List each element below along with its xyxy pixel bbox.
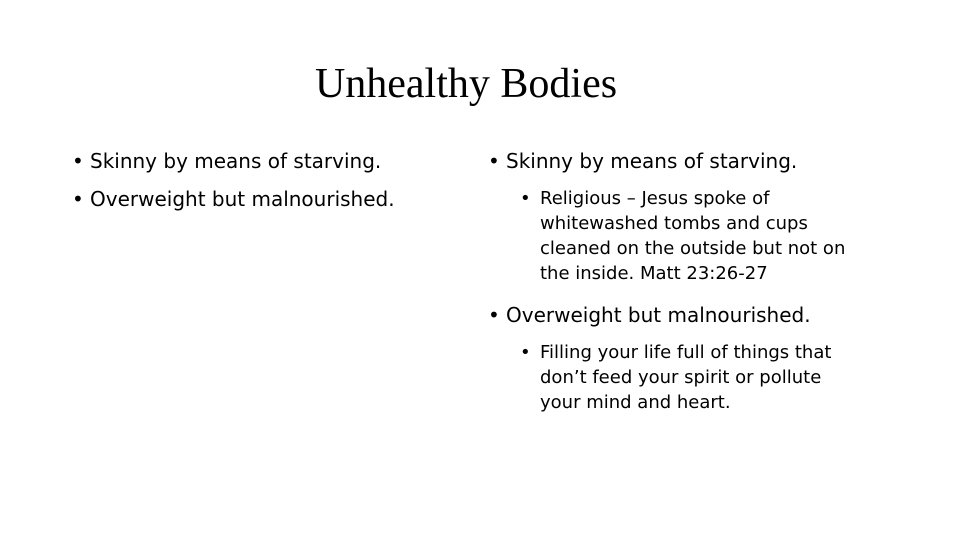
bullet-text: Skinny by means of starving. — [506, 149, 798, 173]
sub-bullet-item — [520, 340, 888, 415]
sub-bullet-line: Religious – Jesus spoke of — [540, 188, 770, 209]
sub-bullet-line: Filling your life full of things that — [540, 342, 832, 363]
sub-bullet-line: whitewashed tombs and cups — [540, 213, 808, 234]
bullet-item — [72, 186, 472, 212]
sub-bullet-line: the inside. Matt 23:26-27 — [540, 263, 768, 284]
bullet-icon: • — [72, 149, 84, 173]
bullet-text: Overweight but malnourished. — [90, 187, 395, 211]
bullet-item — [72, 148, 472, 174]
bullet-text: Skinny by means of starving. — [90, 149, 382, 173]
slide-title: Unhealthy Bodies — [314, 61, 618, 107]
sub-bullet-item — [520, 186, 888, 286]
bullet-item — [488, 302, 888, 328]
bullet-icon: • — [520, 342, 531, 363]
sub-bullet-line: cleaned on the outside but not on — [540, 238, 846, 259]
bullet-icon: • — [488, 149, 500, 173]
left-bullet-list — [72, 148, 472, 224]
bullet-text: Overweight but malnourished. — [506, 303, 811, 327]
right-bullet-list — [488, 148, 888, 431]
sub-bullet-line: your mind and heart. — [540, 392, 731, 413]
bullet-item — [488, 148, 888, 174]
bullet-icon: • — [72, 187, 84, 211]
sub-bullet-line: don’t feed your spirit or pollute — [540, 367, 822, 388]
bullet-icon: • — [488, 303, 500, 327]
bullet-icon: • — [520, 188, 531, 209]
